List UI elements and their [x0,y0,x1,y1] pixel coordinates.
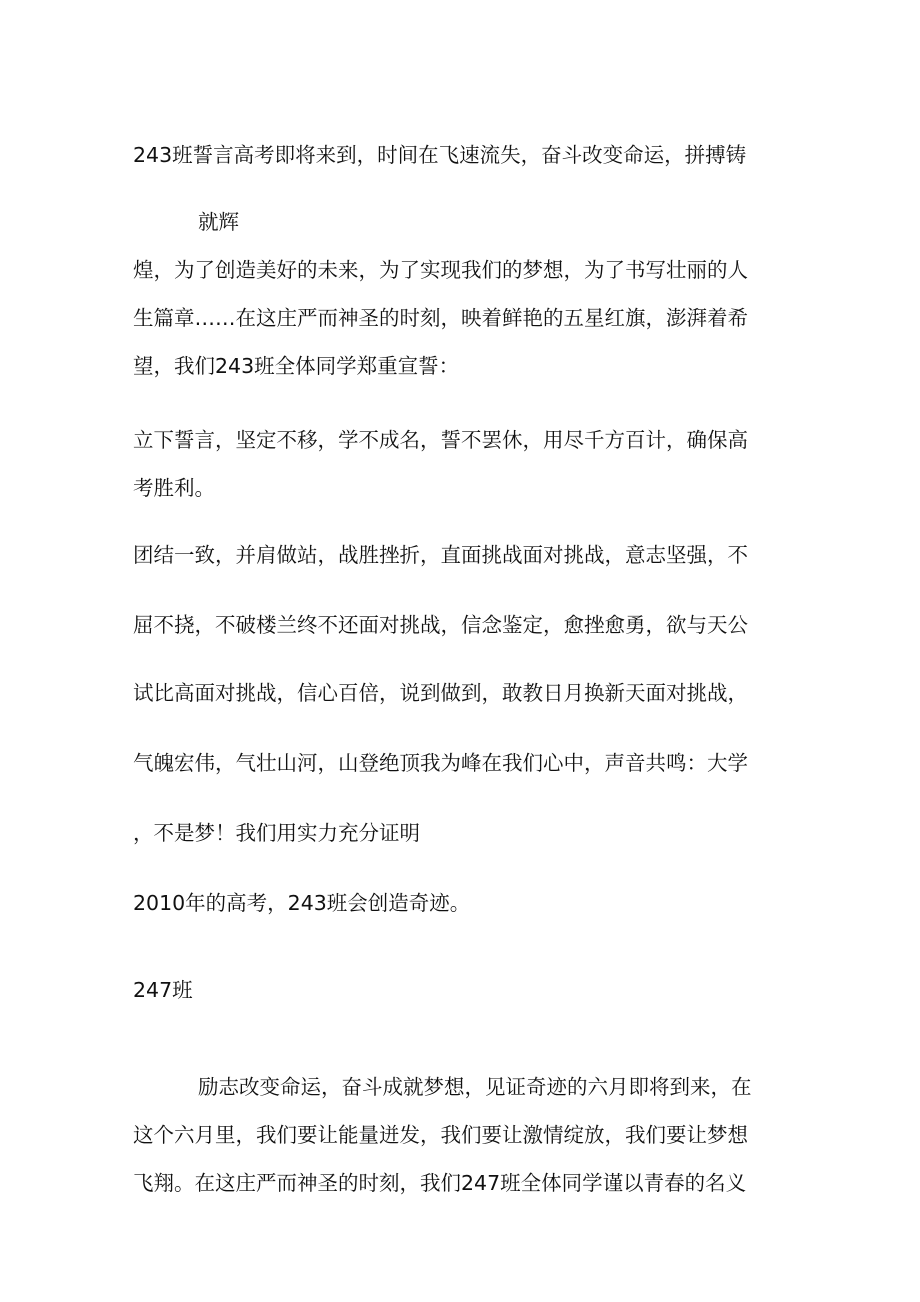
text-line: 2010年的高考，243班会创造奇迹。 [133,891,471,915]
text-line: 屈不挠，不破楼兰终不还面对挑战，信念鉴定，愈挫愈勇，欲与天公 [133,613,748,637]
section-heading: 247班 [133,978,193,1002]
text-line: 立下誓言，坚定不移，学不成名，誓不罢休，用尽千方百计，确保高 [133,428,748,452]
text-line: 试比高面对挑战，信心百倍，说到做到，敢教日月换新天面对挑战， [133,681,748,705]
text-line: 就辉 [198,210,239,234]
text-line: 团结一致，并肩做站，战胜挫折，直面挑战面对挑战，意志坚强，不 [133,543,748,567]
text-line: 励志改变命运，奋斗成就梦想，见证奇迹的六月即将到来，在 [198,1075,752,1099]
text-line: 这个六月里，我们要让能量迸发，我们要让激情绽放，我们要让梦想 [133,1123,748,1147]
text-line: 煌，为了创造美好的未来，为了实现我们的梦想，为了书写壮丽的人 [133,258,748,282]
text-line: 飞翔。在这庄严而神圣的时刻，我们247班全体同学谨以青春的名义 [133,1171,747,1195]
text-line: ，不是梦！我们用实力充分证明 [133,821,420,845]
text-line: 生篇章……在这庄严而神圣的时刻，映着鲜艳的五星红旗，澎湃着希 [133,306,748,330]
text-line: 望，我们243班全体同学郑重宣誓： [133,354,460,378]
text-line: 气魄宏伟，气壮山河，山登绝顶我为峰在我们心中，声音共鸣：大学 [133,751,748,775]
text-line: 考胜利。 [133,476,215,500]
text-line: 243班誓言高考即将来到，时间在飞速流失，奋斗改变命运，拼搏铸 [133,143,747,167]
